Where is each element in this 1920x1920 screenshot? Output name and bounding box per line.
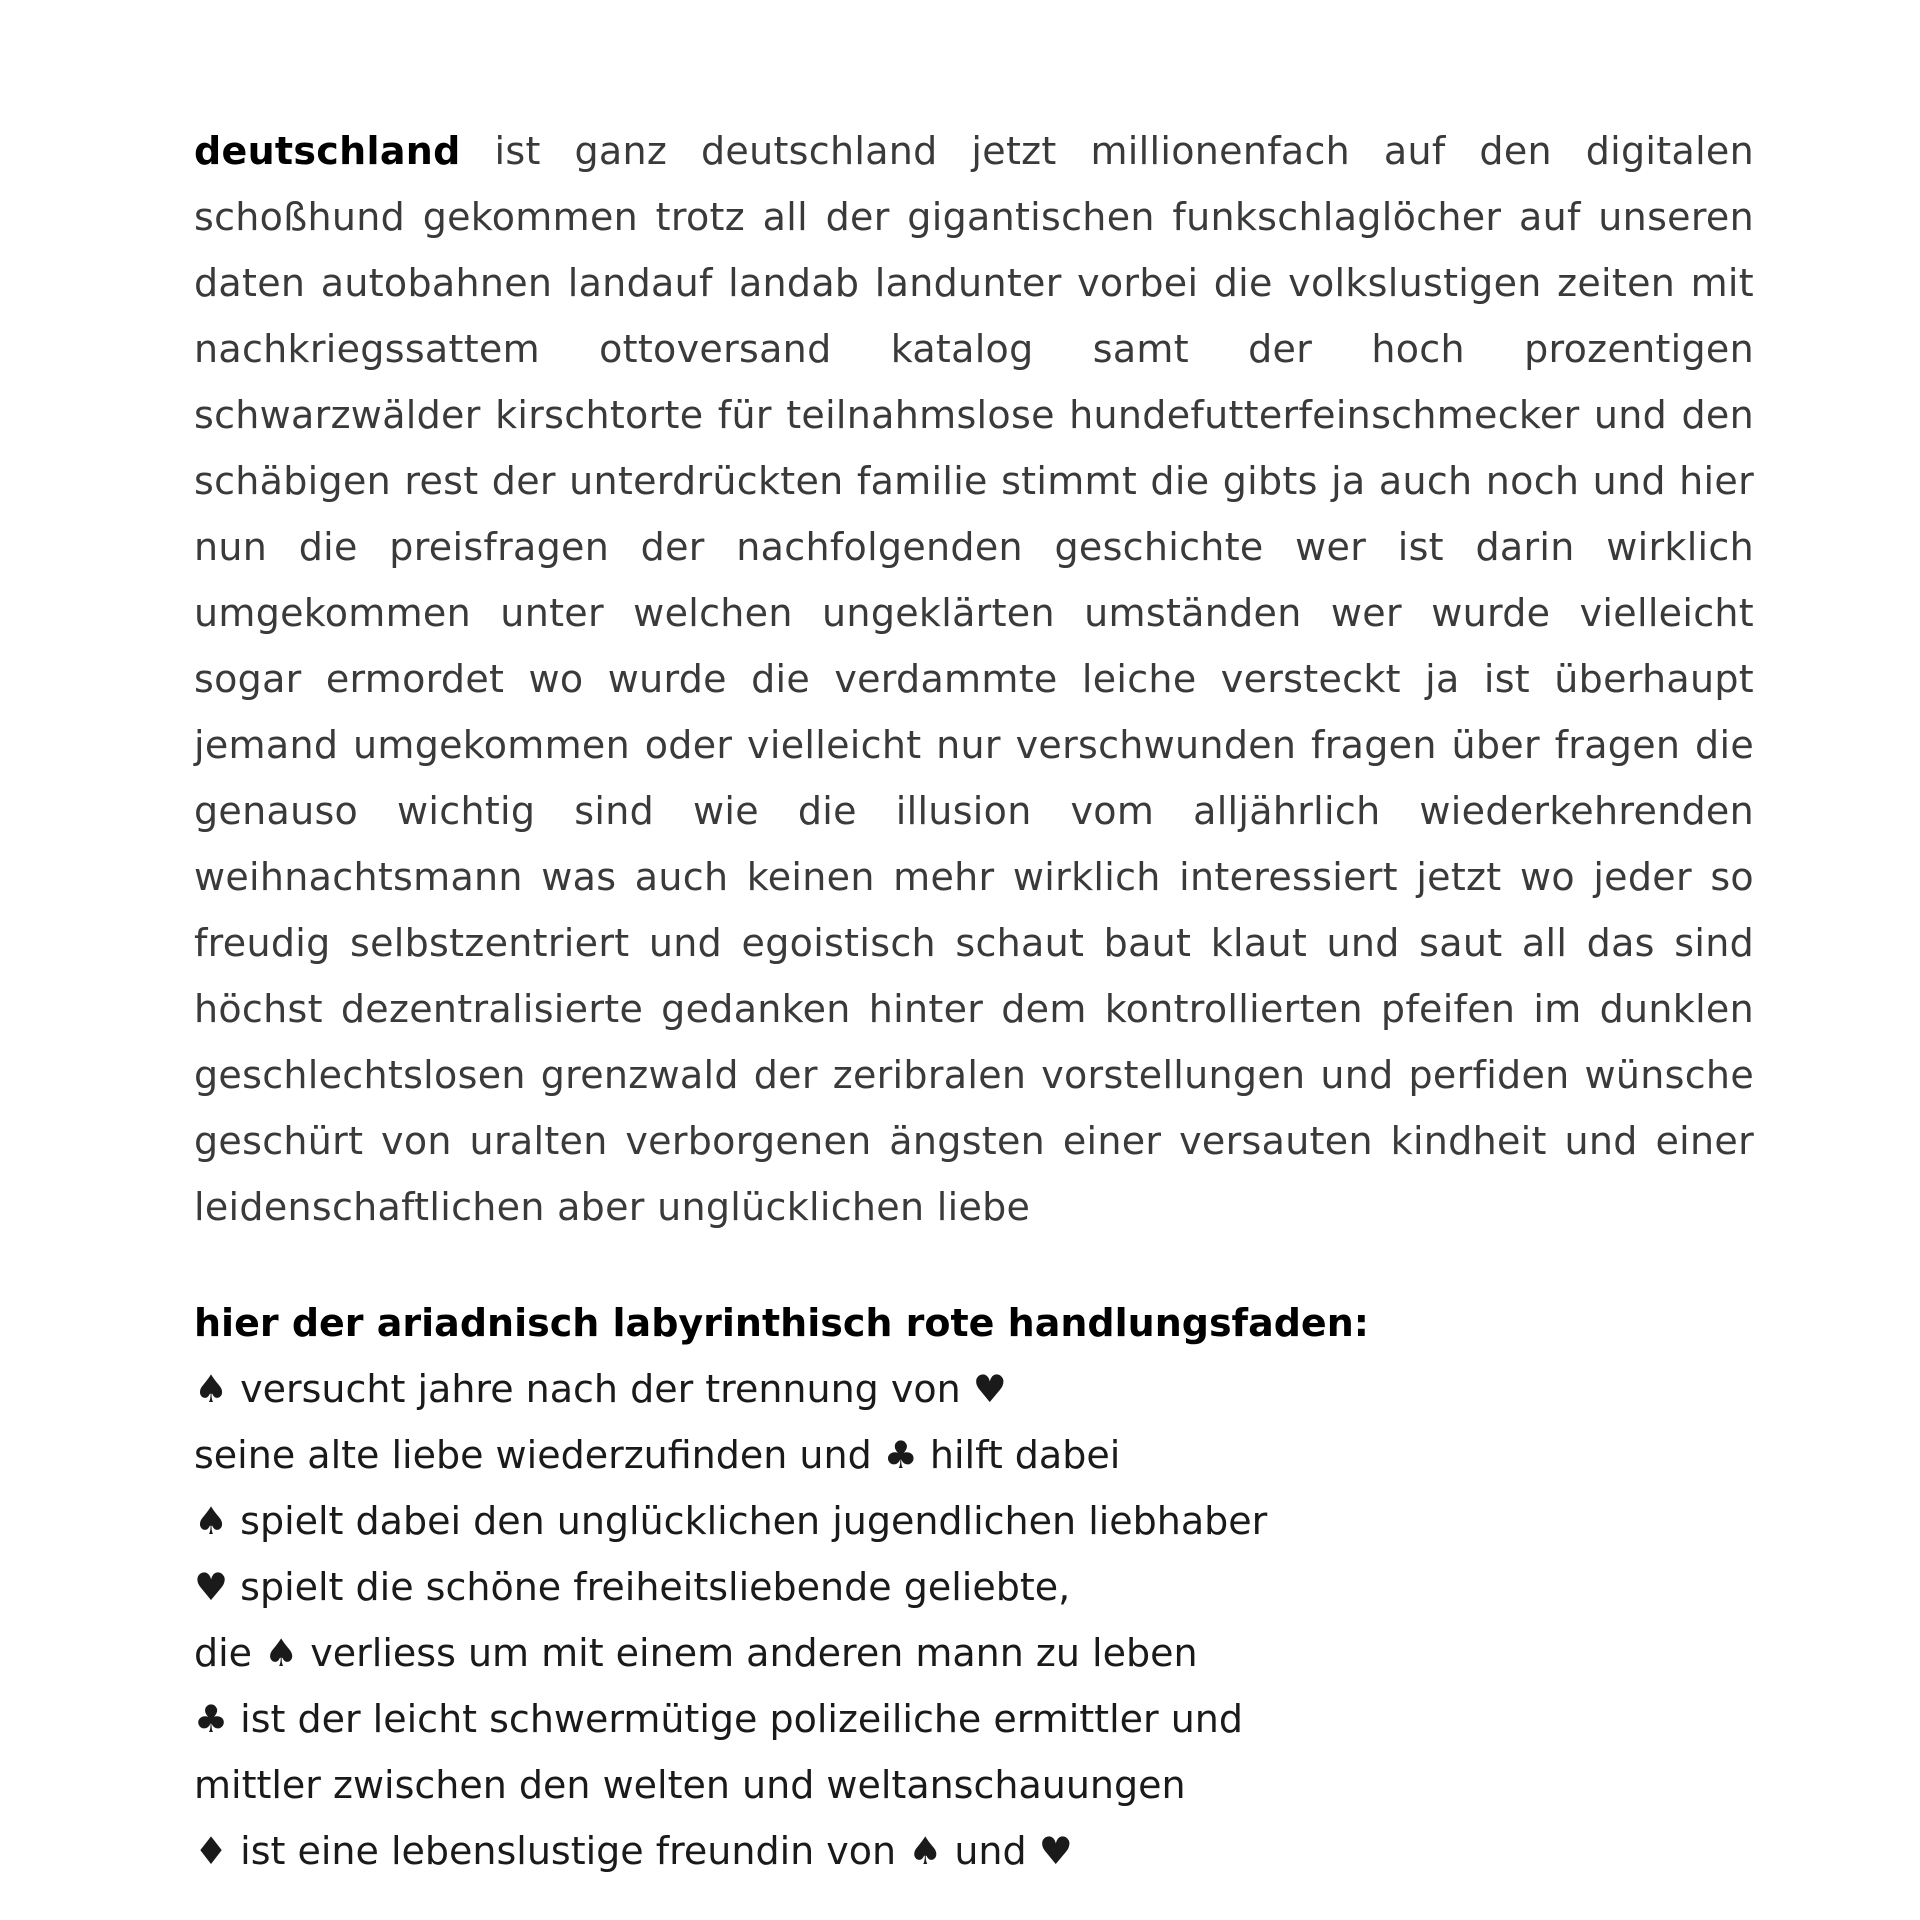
plot-line-5: die ♠ verliess um mit einem anderen mann zu leben bbox=[194, 1631, 1198, 1675]
plot-line-3: ♠ spielt dabei den unglücklichen jugendlichen liebhaber bbox=[194, 1499, 1268, 1543]
plot-line-6: ♣ ist der leicht schwermütige polizeiliche ermittler und bbox=[194, 1697, 1244, 1741]
plot-line-7: mittler zwischen den welten und weltanschauungen bbox=[194, 1763, 1186, 1807]
plot-line-8: ♦ ist eine lebenslustige freundin von ♠ und ♥ bbox=[194, 1829, 1073, 1873]
intro-body-text: ist ganz deutschland jetzt millionenfach auf den digitalen schoßhund gekommen trotz all der gigantischen funkschlaglöcher auf unseren daten autobahnen landauf landab landunter vorbei die volkslustigen zeiten mit nachkriegssattem ottoversand katalog samt der hoch prozentigen schwarzwälder kirschtorte für teilnahmslose hundefutterfeinschmecker und den schäbigen rest der unterdrückten familie stimmt die gibts ja auch noch und hier nun die preisfragen der nachfolgenden geschichte wer ist darin wirklich umgekommen unter welchen ungeklärten umständen wer wurde vielleicht sogar ermordet wo wurde die verdammte leiche versteckt ja ist überhaupt jemand umgekommen oder vielleicht nur verschwunden fragen über fragen die genauso wichtig sind wie die illusion vom alljährlich wiederkehrenden weihnachtsmann was auch keinen mehr wirklich interessiert jetzt wo jeder so freudig selbstzentriert und egoistisch schaut baut klaut und saut all das sind höchst dezentralisierte gedanken hinter dem kontrollierten pfeifen im dunklen geschlechtslosen grenzwald der zeribralen vorstellungen und perfiden wünsche geschürt von uralten verborgenen ängsten einer versauten kindheit und einer leidenschaftlichen aber unglücklichen liebe bbox=[194, 129, 1754, 1229]
intro-paragraph bbox=[194, 118, 1754, 1240]
plot-section bbox=[194, 1290, 1754, 1884]
intro-lead-word: deutschland bbox=[194, 129, 461, 173]
plot-line-4: ♥ spielt die schöne freiheitsliebende geliebte, bbox=[194, 1565, 1071, 1609]
plot-title: hier der ariadnisch labyrinthisch rote handlungsfaden: bbox=[194, 1301, 1369, 1345]
document-page bbox=[194, 118, 1754, 1884]
plot-line-2: seine alte liebe wiederzufinden und ♣ hilft dabei bbox=[194, 1433, 1121, 1477]
plot-line-1: ♠ versucht jahre nach der trennung von ♥ bbox=[194, 1367, 1007, 1411]
